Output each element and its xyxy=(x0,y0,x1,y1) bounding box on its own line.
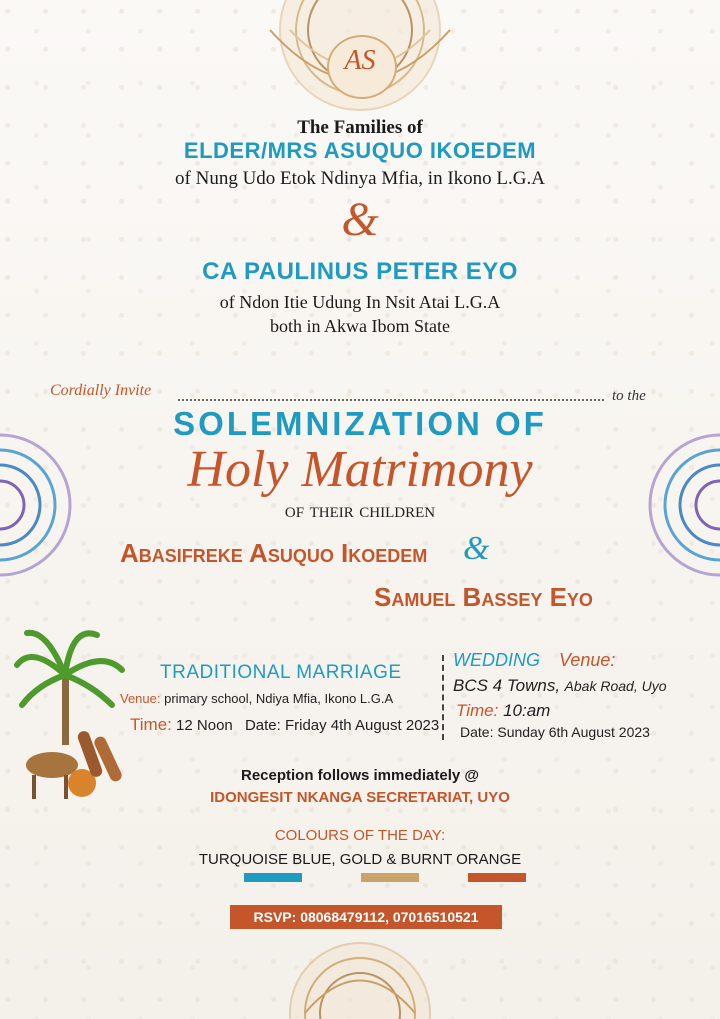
holy-matrimony: Holy Matrimony xyxy=(187,441,533,498)
of-their-children: of their children xyxy=(284,497,436,522)
families-of: The Families of xyxy=(297,117,423,138)
traditional-venue-value: primary school, Ndiya Mfia, Ikono L.G.A xyxy=(164,691,394,706)
wedding-time-label: Time: xyxy=(456,701,499,720)
swatch-gold xyxy=(361,873,419,882)
monogram: AS xyxy=(344,45,376,76)
traditional-time xyxy=(130,715,439,735)
cordially-invite: Cordially Invite xyxy=(50,382,152,399)
rsvp-label: RSVP: xyxy=(253,909,297,925)
section-divider xyxy=(442,655,444,740)
family2-origin-line2: both in Akwa Ibom State xyxy=(270,316,450,336)
traditional-title: TRADITIONAL MARRIAGE xyxy=(160,662,402,683)
family1-name: ELDER/MRS ASUQUO IKOEDEM xyxy=(183,138,537,163)
reception-line1: Reception follows immediately @ xyxy=(240,767,479,784)
wedding-venue-label: Venue: xyxy=(559,650,616,670)
traditional-time-value: 12 Noon xyxy=(176,717,233,734)
to-the: to the xyxy=(612,388,646,404)
wedding-venue-rest: Abak Road, Uyo xyxy=(564,678,667,694)
rsvp-banner xyxy=(230,905,502,929)
traditional-venue-label: Venue: xyxy=(120,691,161,706)
wedding-date: Date: Sunday 6th August 2023 xyxy=(460,724,650,740)
family2-name: CA PAULINUS PETER EYO xyxy=(202,258,518,285)
traditional-time-label: Time: xyxy=(130,715,172,734)
colours-names: TURQUOISE BLUE, GOLD & BURNT ORANGE xyxy=(198,851,522,868)
swatch-turquoise xyxy=(244,873,302,882)
wedding-venue xyxy=(453,676,667,696)
traditional-date: Date: Friday 4th August 2023 xyxy=(244,717,440,734)
couple-ampersand: & xyxy=(463,530,490,567)
wedding-time xyxy=(456,701,550,721)
wedding-header xyxy=(453,650,615,671)
wedding-title: WEDDING xyxy=(453,650,540,670)
rsvp-numbers: 08068479112, 07016510521 xyxy=(300,909,479,925)
groom-name: Samuel Bassey Eyo xyxy=(374,582,593,612)
families-ampersand: & xyxy=(341,193,379,246)
wedding-venue-main: BCS 4 Towns, xyxy=(453,676,561,695)
family1-origin: of Nung Udo Etok Ndinya Mfia, in Ikono L.G.A xyxy=(175,168,545,189)
reception-venue: IDONGESIT NKANGA SECRETARIAT, UYO xyxy=(210,789,510,806)
invitee-dotted-line xyxy=(178,399,604,401)
wedding-time-value: 10:am xyxy=(503,701,551,720)
family2-origin-line1: of Ndon Itie Udung In Nsit Atai L.G.A xyxy=(219,292,501,312)
bride-name: Abasifreke Asuquo Ikoedem xyxy=(120,538,428,568)
solemnization-of: SOLEMNIZATION OF xyxy=(173,405,547,442)
bottom-mandala-ornament xyxy=(285,928,435,1019)
swatch-burnt-orange xyxy=(468,873,526,882)
colours-title: COLOURS OF THE DAY: xyxy=(274,827,446,844)
traditional-venue xyxy=(120,691,393,706)
